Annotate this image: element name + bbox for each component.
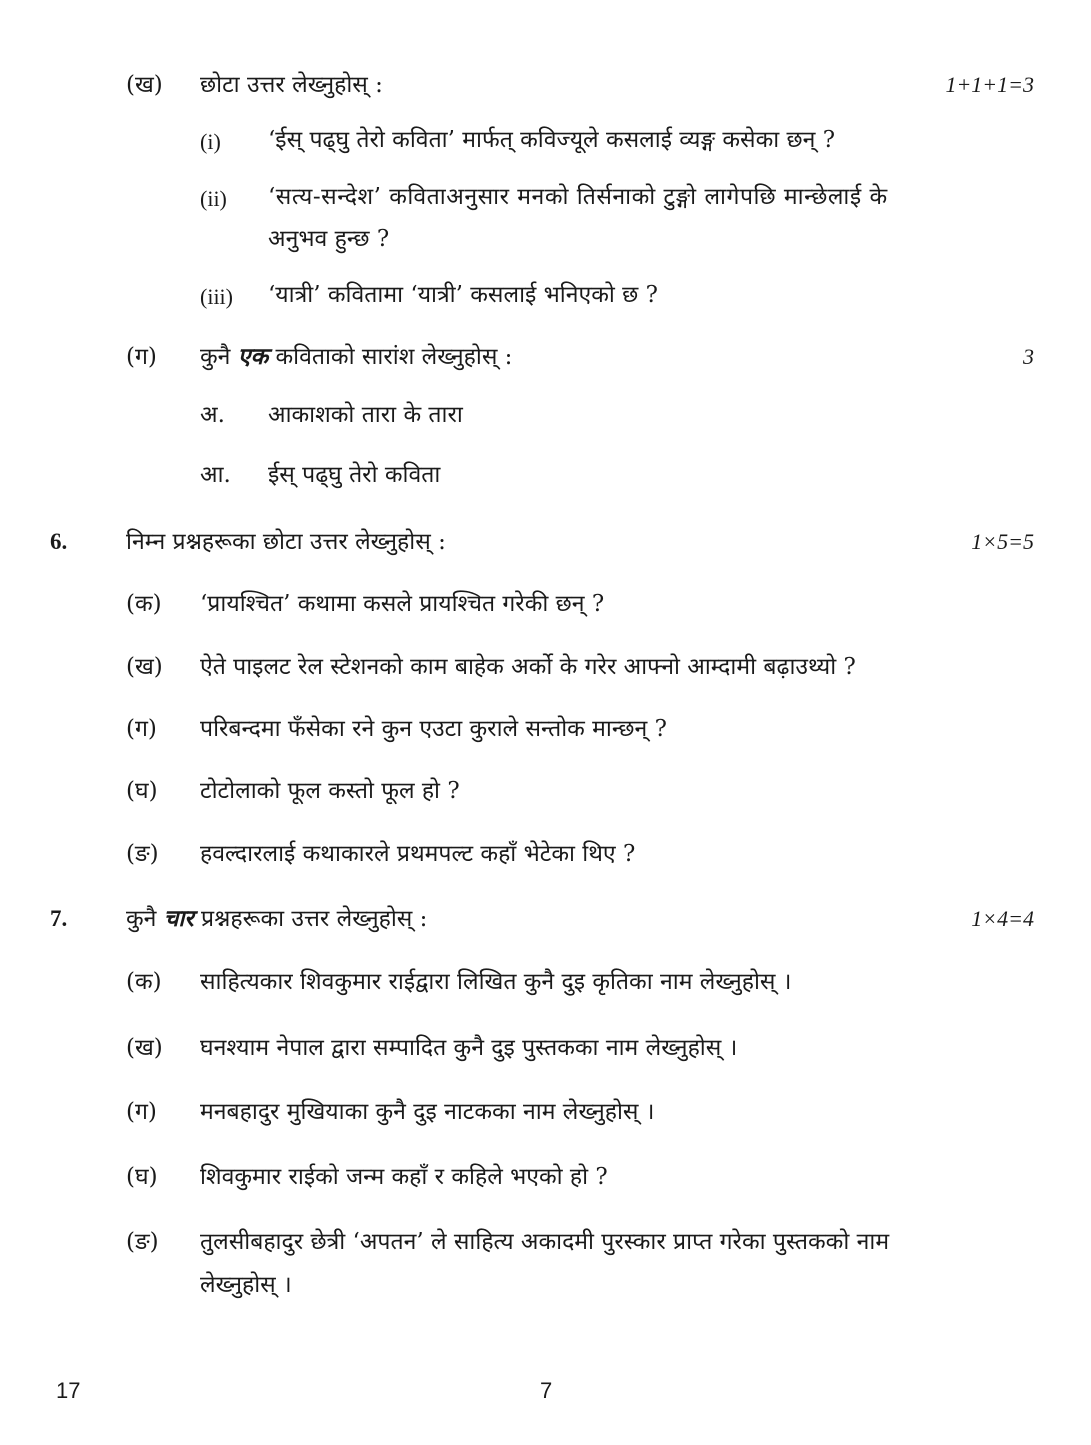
q5-ga-text-em: एक — [237, 343, 269, 370]
q5-kha-ii-line2: अनुभव हुन्छ ? — [268, 226, 390, 252]
q7-ka-text: साहित्यकार शिवकुमार राईद्वारा लिखित कुनै दुइ कृतिका नाम लेख्नुहोस् । — [200, 969, 792, 995]
q5-ga-marks: 3 — [1023, 344, 1034, 369]
q7-ga-text: मनबहादुर मुखियाका कुनै दुइ नाटकका नाम लेख्नुहोस् । — [200, 1099, 655, 1125]
q6-nga-text: हवल्दारलाई कथाकारले प्रथमपल्ट कहाँ भेटेका थिए ? — [200, 841, 636, 867]
q7-text — [126, 904, 427, 934]
q5-ga-text-pre: कुनै — [200, 344, 231, 370]
q7-ga-label: (ग) — [126, 1099, 157, 1125]
q5-kha-iii-num: (iii) — [200, 284, 233, 309]
q6-kha-label: (ख) — [126, 654, 163, 680]
q5-kha-label: (ख) — [126, 72, 163, 98]
q7-nga-line1: तुलसीबहादुर छेत्री ‘अपतन’ ले साहित्य अकादमी पुरस्कार प्राप्त गरेका पुस्तकको नाम — [200, 1229, 890, 1255]
q5-kha-text: छोटा उत्तर लेख्नुहोस् : — [200, 72, 383, 98]
q5-ga-option-b-text: ईस् पढ्घु तेरो कविता — [268, 462, 441, 488]
q5-kha-iii-text: ‘यात्री’ कवितामा ‘यात्री’ कसलाई भनिएको छ ? — [268, 282, 658, 308]
q7-gha-label: (घ) — [126, 1164, 158, 1190]
q7-number: 7. — [50, 906, 68, 931]
q6-ga-text: परिबन्दमा फँसेका रने कुन एउटा कुराले सन्तोक मान्छन् ? — [200, 716, 667, 742]
q5-kha-marks: 1+1+1=3 — [945, 72, 1034, 97]
q6-ga-label: (ग) — [126, 716, 157, 742]
q6-ka-label: (क) — [126, 591, 162, 617]
footer-code: 17 — [56, 1378, 81, 1403]
q5-kha-ii-line1: ‘सत्य-सन्देश’ कविताअनुसार मनको तिर्सनाको टुङ्गो लागेपछि मान्छेलाई के — [268, 184, 888, 210]
q7-nga-label: (ङ) — [126, 1229, 159, 1255]
q7-ka-label: (क) — [126, 969, 162, 995]
q7-text-pre: कुनै — [126, 906, 157, 932]
q6-marks: 1×5=5 — [971, 529, 1034, 554]
q6-number: 6. — [50, 529, 68, 554]
q7-text-em: चार — [163, 905, 194, 932]
q6-ka-text: ‘प्रायश्चित’ कथामा कसले प्रायश्चित गरेकी छन् ? — [200, 591, 605, 617]
q6-gha-text: टोटोलाको फूल कस्तो फूल हो ? — [200, 778, 460, 804]
q5-kha-ii-num: (ii) — [200, 186, 227, 211]
q5-ga-option-b-num: आ. — [200, 462, 231, 488]
q5-ga-option-a-text: आकाशको तारा के तारा — [268, 402, 463, 428]
q7-kha-label: (ख) — [126, 1035, 163, 1061]
q5-ga-text — [200, 342, 512, 372]
q5-kha-i-text: ‘ईस् पढ्घु तेरो कविता’ मार्फत् कविज्यूले कसलाई व्यङ्ग कसेका छन् ? — [268, 127, 836, 153]
q6-nga-label: (ङ) — [126, 841, 159, 867]
q7-kha-text: घनश्याम नेपाल द्वारा सम्पादित कुनै दुइ पुस्तकका नाम लेख्नुहोस् । — [200, 1035, 738, 1061]
q5-kha-i-num: (i) — [200, 129, 221, 154]
q5-ga-option-a-num: अ. — [200, 402, 225, 428]
q6-kha-text: ऐते पाइलट रेल स्टेशनको काम बाहेक अर्को के गरेर आफ्नो आम्दामी बढ़ाउथ्यो ? — [200, 654, 856, 680]
q7-marks: 1×4=4 — [971, 906, 1034, 931]
q5-ga-label: (ग) — [126, 344, 157, 370]
q7-gha-text: शिवकुमार राईको जन्म कहाँ र कहिले भएको हो ? — [200, 1164, 608, 1190]
q7-text-post: प्रश्नहरूका उत्तर लेख्नुहोस् : — [201, 906, 428, 932]
q6-gha-label: (घ) — [126, 778, 158, 804]
q7-nga-line2: लेख्नुहोस् । — [200, 1272, 292, 1298]
footer-page-number: 7 — [540, 1378, 553, 1403]
q6-text: निम्न प्रश्नहरूका छोटा उत्तर लेख्नुहोस् : — [126, 529, 446, 555]
q5-ga-text-post: कविताको सारांश लेख्नुहोस् : — [275, 344, 513, 370]
